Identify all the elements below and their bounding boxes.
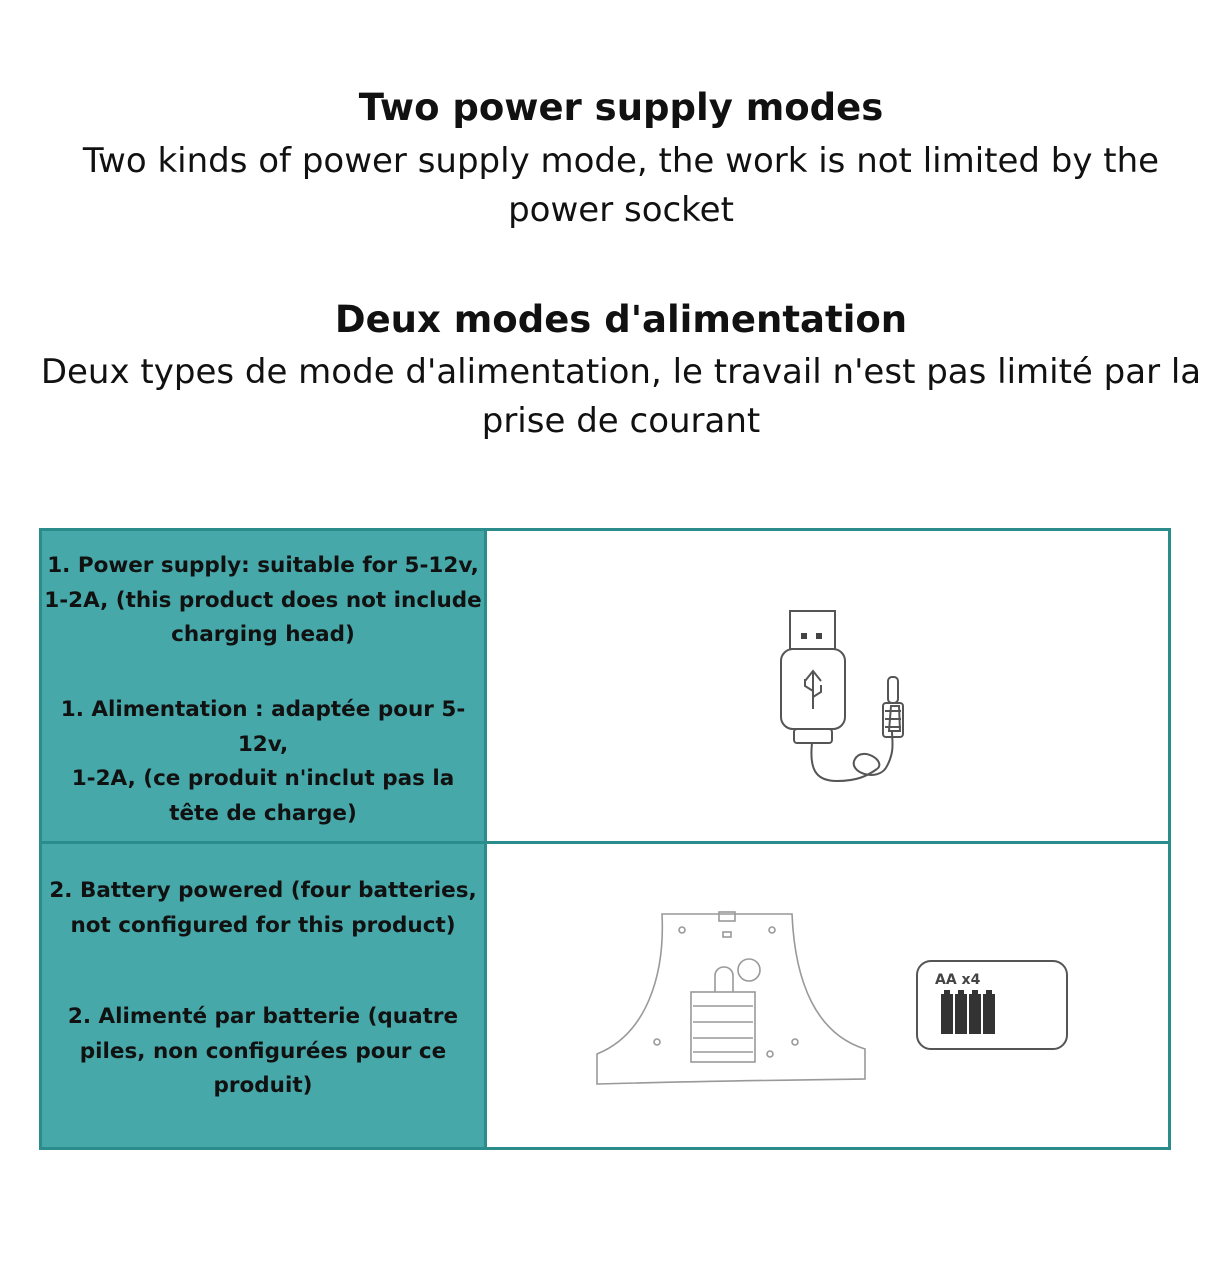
battery-power-text-en: 2. Battery powered (four batteries, not configured for this product) bbox=[49, 878, 477, 938]
usb-power-text-fr-2: 1-2A, (ce produit n'inclut pas la tête de charge) bbox=[71, 766, 455, 826]
usb-power-text-cell bbox=[42, 531, 487, 841]
table-row bbox=[42, 531, 1168, 844]
english-title: Two power supply modes bbox=[358, 86, 884, 129]
battery-illustration-cell bbox=[487, 844, 1168, 1147]
power-modes-table bbox=[39, 528, 1171, 1150]
battery-compartment-icon bbox=[487, 844, 1170, 1150]
usb-power-text-en: 1. Power supply: suitable for 5-12v, 1-2A, (this product does not include charging head) bbox=[44, 553, 482, 647]
usb-illustration-cell bbox=[487, 531, 1168, 841]
battery-label: AA x4 bbox=[935, 972, 981, 988]
english-description: Two kinds of power supply mode, the work is not limited by the power socket bbox=[82, 141, 1160, 230]
usb-cable-icon bbox=[487, 531, 1170, 838]
aa-battery-icon bbox=[917, 961, 1067, 1049]
battery-power-text-cell bbox=[42, 844, 487, 1147]
table-row bbox=[42, 844, 1168, 1147]
french-title: Deux modes d'alimentation bbox=[334, 298, 908, 341]
usb-power-text-fr-1: 1. Alimentation : adaptée pour 5-12v, bbox=[60, 697, 466, 757]
french-description: Deux types de mode d'alimentation, le travail n'est pas limité par la prise de courant bbox=[40, 352, 1202, 441]
battery-power-text-fr: 2. Alimenté par batterie (quatre piles, non configurées pour ce produit) bbox=[67, 1004, 459, 1098]
